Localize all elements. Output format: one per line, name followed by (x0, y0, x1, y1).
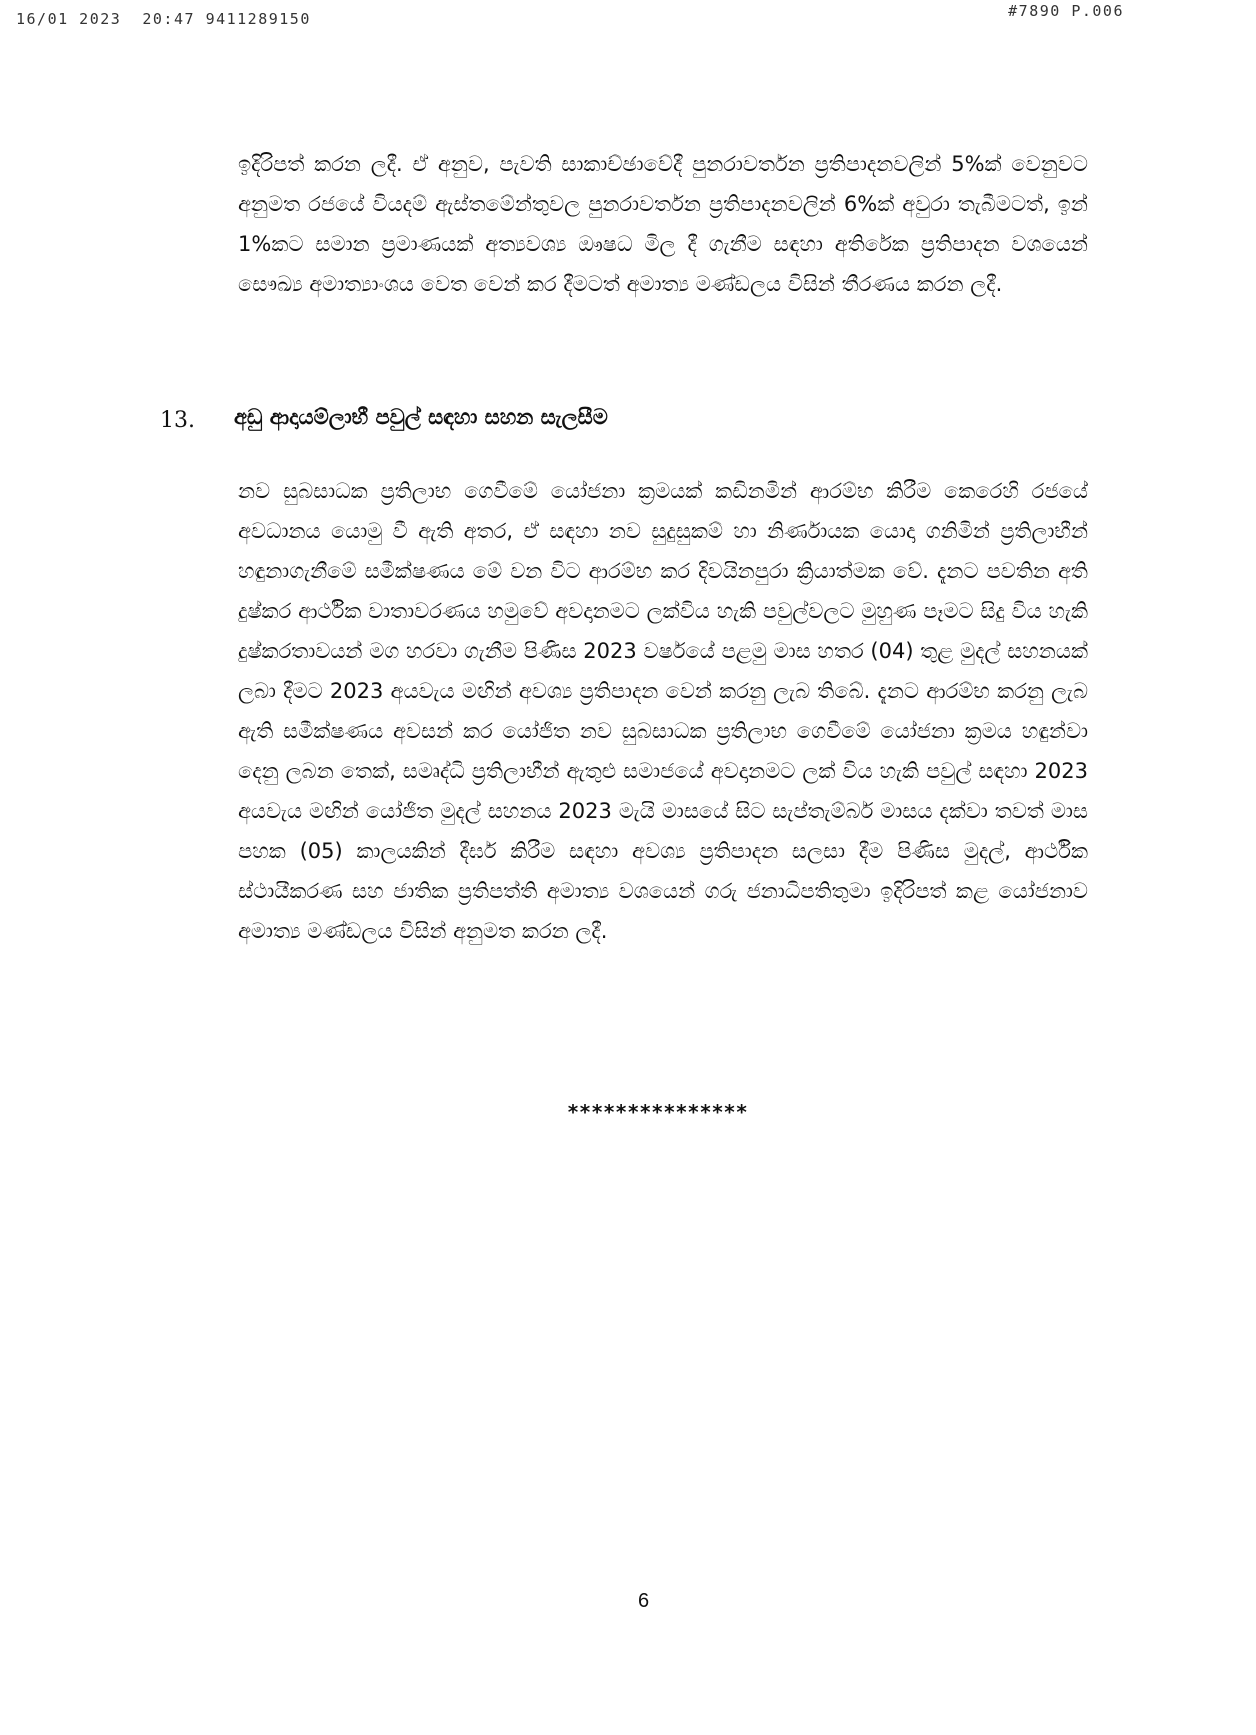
fax-date: 16/01 2023 (16, 10, 122, 28)
fax-job-page: #7890 P.006 (1008, 2, 1124, 20)
section-paragraph: නව සුබසාධක ප්‍රතිලාභ ගෙවීමේ යෝජනා ක්‍රමයක් කඩිනමින් ආරම්භ කිරීම කෙරෙහි රජයේ අවධානය යොමු වී ඇති අතර, ඒ සඳහා නව සුදුසුකම් හා නිර්ණායක යොදා ගනිමින් ප්‍රතිලාභීන් හඳුනාගැනීමේ සමීක්ෂණය මේ වන විට ආරම්භ කර දිවයිනපුරා ක්‍රියාත්මක වේ. දැනට පවතින අති දුෂ්කර ආර්ථික වාතාවරණය හමුවේ අවදානමට ලක්විය හැකි පවුල්වලට මුහුණ පෑමට සිදු විය හැකි දුෂ්කරතාවයන් මග හරවා ගැනීම පිණිස 2023 වර්ෂයේ පළමු මාස හතර (04) තුළ මුදල් සහනයක් ලබා දීමට 2023 අයවැය මඟින් අවශ්‍ය ප්‍රතිපාදන වෙන් කරනු ලැබ තිබේ. දැනට ආරම්භ කරනු ලැබ ඇති සමීක්ෂණය අවසන් කර යෝජිත නව සුබසාධක ප්‍රතිලාභ ගෙවීමේ යෝජනා ක්‍රමය හඳුන්වා දෙනු ලබන තෙක්, සමෘද්ධි ප්‍රතිලාභීන් ඇතුළු සමාජයේ අවදානමට ලක් විය හැකි පවුල් සඳහා 2023 අයවැය මඟින් යෝජිත මුදල් සහනය 2023 මැයි මාසයේ සිට සැප්තැම්බර් මාසය දක්වා තවත් මාස පහක (05) කාලයකින් දීර්ඝ කිරීම සඳහා අවශ්‍ය ප්‍රතිපාදන සලසා දීම පිණිස මුදල්, ආර්ථික ස්ථායීකරණ සහ ජාතික ප්‍රතිපත්ති අමාත්‍ය වශයෙන් ගරු ජනාධිපතිතුමා ඉදිරිපත් කළ යෝජනාව අමාත්‍ය මණ්ඩලය විසින් අනුමත කරන ලදී. (238, 479, 1088, 943)
fax-header (0, 0, 1256, 34)
continued-paragraph: ඉදිරිපත් කරන ලදී. ඒ අනුව, පැවති සාකාච්ඡාවේදී පුනරාවර්තන ප්‍රතිපාදනවලින් 5%ක් වෙනුවට අනුමත රජයේ වියදම් ඇස්තමේන්තුවල පුනරාවර්තන ප්‍රතිපාදනවලින් 6%ක් අවුරා තැබීමටත්, ඉන් 1%කට සමාන ප්‍රමාණයක් අත්‍යවශ්‍ය ඖෂධ මිල දී ගැනීම සඳහා අතිරේක ප්‍රතිපාදන වශයෙන් සෞඛ්‍ය අමාත්‍යාංශය වෙත වෙන් කර දීමටත් අමාත්‍ය මණ්ඩලය විසින් තීරණය කරන ලදී. (238, 152, 1088, 296)
fax-time: 20:47 (142, 10, 196, 28)
section-title: අඩු ආදායම්ලාභී පවුල් සඳහා සහන සැලසීම (234, 405, 608, 429)
page-number: 6 (638, 1590, 650, 1612)
fax-phone: 9411289150 (205, 10, 311, 28)
fax-transmission-info (16, 10, 311, 28)
section-number: 13. (160, 408, 195, 433)
separator: *************** (567, 1100, 748, 1124)
